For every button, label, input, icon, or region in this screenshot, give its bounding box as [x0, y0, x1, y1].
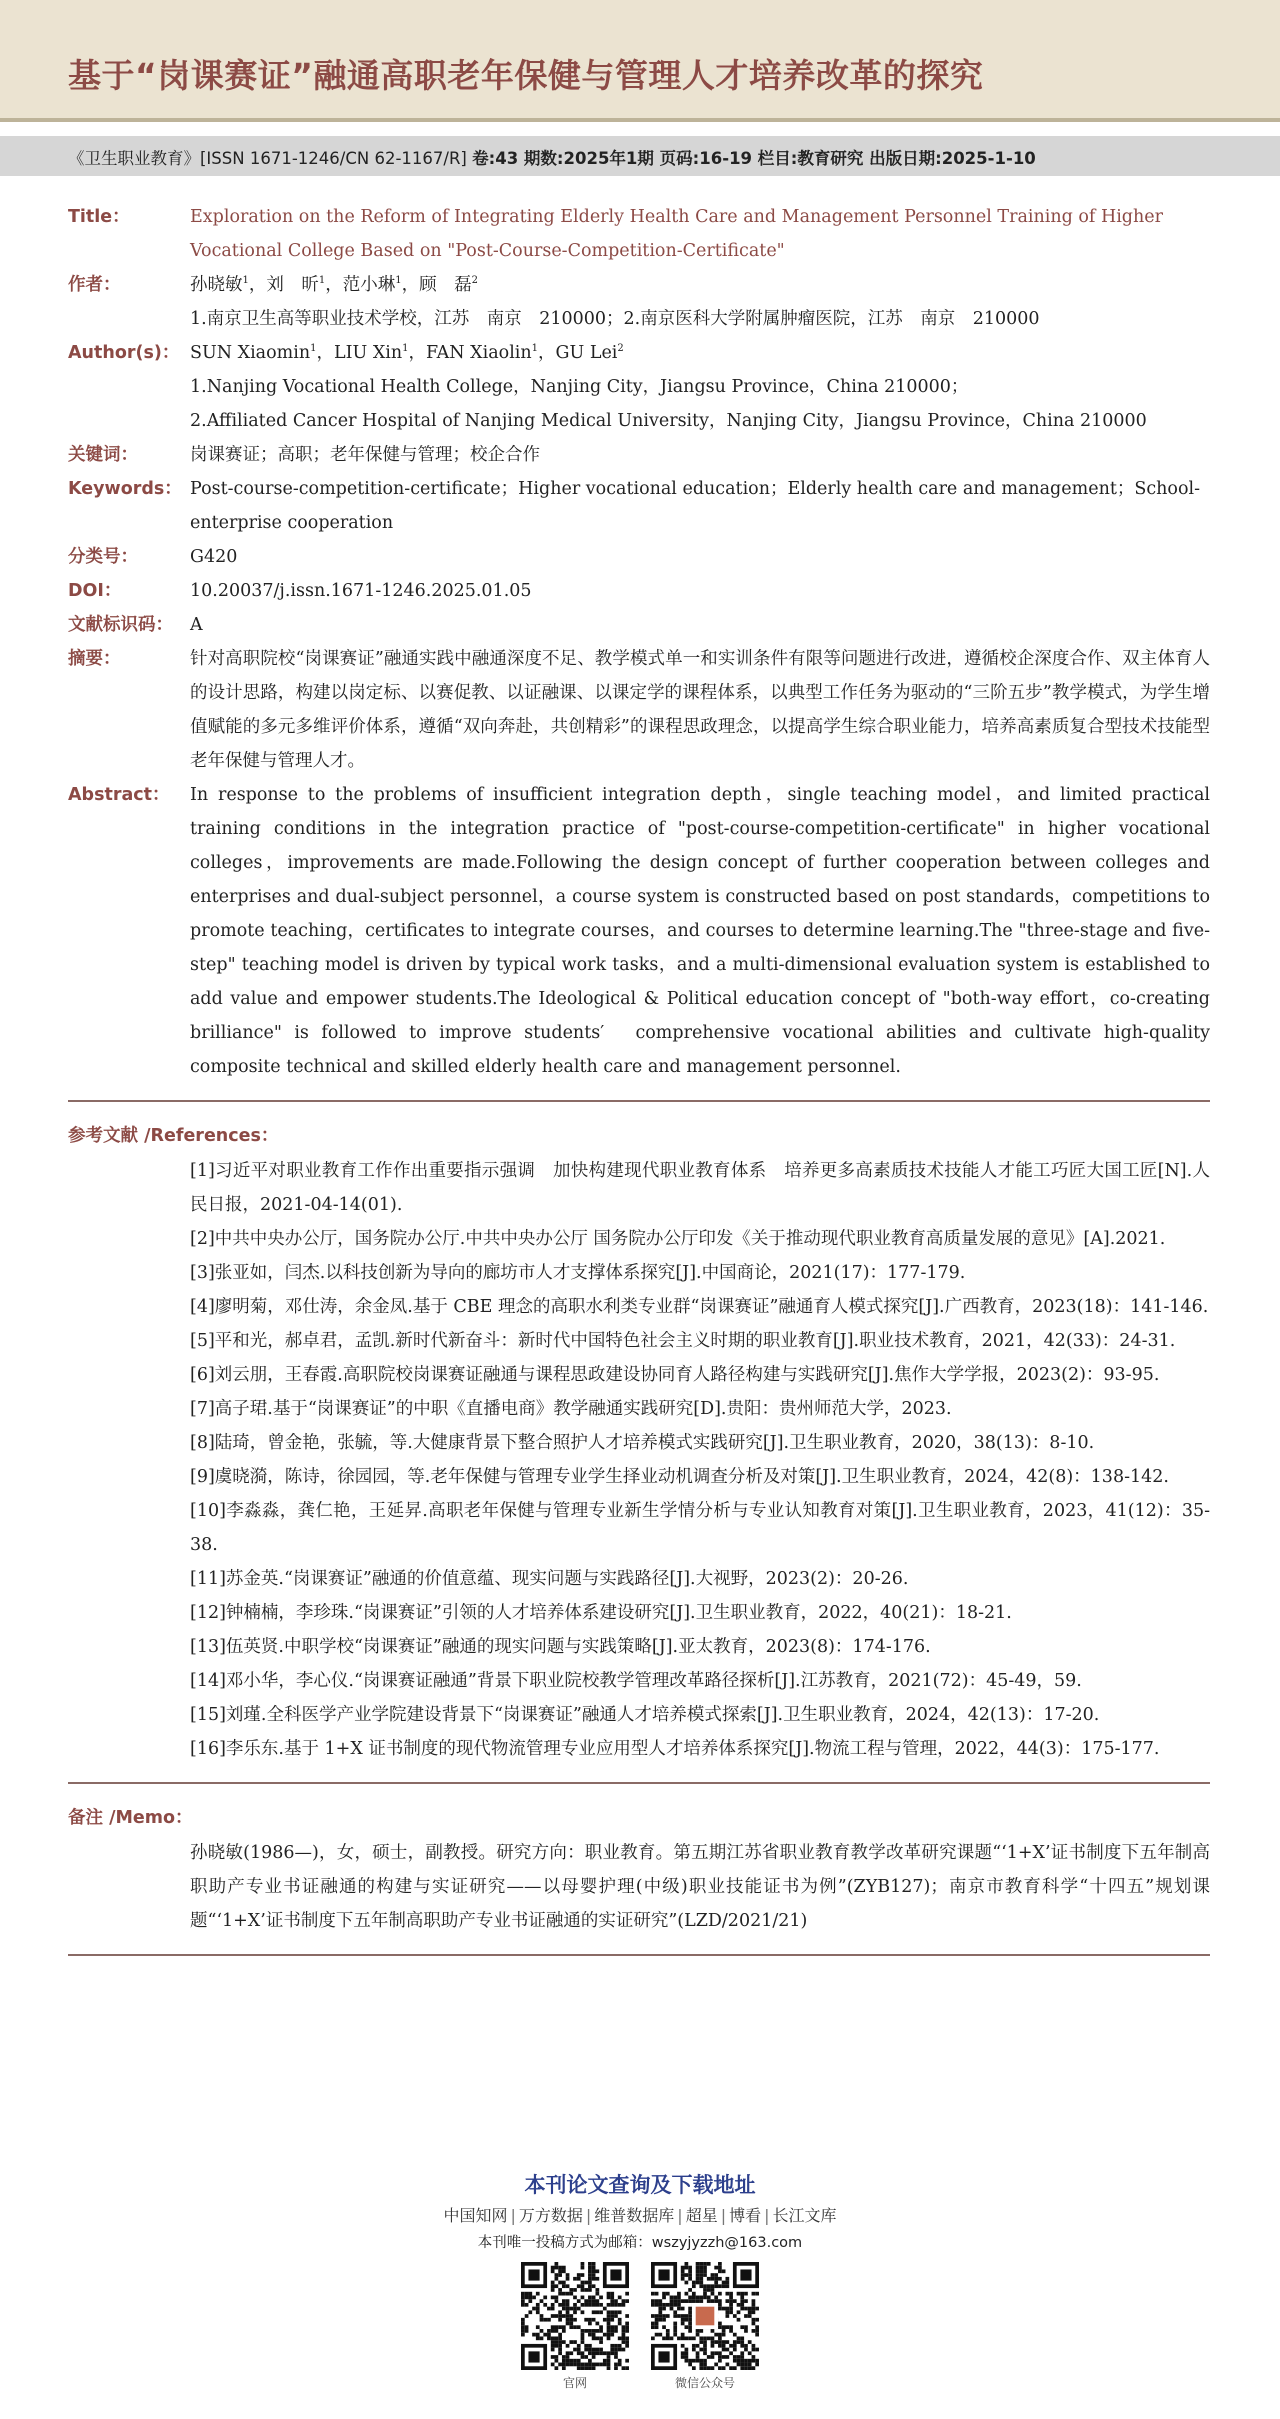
reference-item: [16]李乐东.基于 1+X 证书制度的现代物流管理专业应用型人才培养体系探究[J].物流工程与管理，2022，44(3)：175-177.: [190, 1739, 1160, 1759]
classification-number: G420: [190, 547, 238, 567]
aff-mark: 1: [318, 275, 326, 287]
keywords-en-row: [68, 472, 1210, 540]
abstract-en-row: [68, 778, 1210, 1084]
author-cn: 范小琳: [342, 275, 396, 295]
database-link[interactable]: 万方数据: [518, 2206, 583, 2225]
qr-code-icon: [521, 2262, 629, 2370]
qr-code-icon: [651, 2262, 759, 2370]
qr-codes: [0, 2262, 1280, 2390]
database-link[interactable]: 维普数据库: [594, 2206, 675, 2225]
authors-cn: 孙晓敏$^1$，刘 昕$^1$，范小琳$^1$，顾 磊$^2$: [190, 275, 478, 295]
abstract-cn-row: [68, 642, 1210, 778]
aff-mark: 1: [310, 343, 317, 355]
reference-item: [14]邓小华，李心仪.“岗课赛证融通”背景下职业院校教学管理改革路径探析[J].江苏教育，2021(72)：45-49，59.: [190, 1671, 1082, 1691]
divider: [68, 1782, 1210, 1784]
qr-wechat: [651, 2262, 759, 2390]
doi-label: DOI：: [68, 581, 122, 601]
title-en: Exploration on the Reform of Integrating Elderly Health Care and Management Personnel Training of Higher Vocational College Based on "Post-Course-Competition-Certificate": [190, 207, 1164, 261]
title-en-label: Title：: [68, 207, 130, 227]
author-cn: 孙晓敏: [190, 275, 243, 295]
database-link[interactable]: 超星: [685, 2206, 718, 2225]
reference-item: [12]钟楠楠，李珍珠.“岗课赛证”引领的人才培养体系建设研究[J].卫生职业教育，2022，40(21)：18-21.: [190, 1603, 1012, 1623]
author-en: SUN Xiaomin: [190, 343, 311, 363]
keywords-cn: 岗课赛证；高职；老年保健与管理；校企合作: [190, 445, 540, 465]
reference-item: [7]高子珺.基于“岗课赛证”的中职《直播电商》教学融通实践研究[D].贵阳：贵州师范大学，2023.: [190, 1399, 952, 1419]
classification-label: 分类号：: [68, 547, 138, 567]
article-content: [68, 200, 1210, 1974]
keywords-en-label: Keywords：: [68, 479, 182, 499]
aff-mark: 1: [242, 275, 249, 287]
references-list: [68, 1154, 1210, 1766]
aff-mark: 2: [471, 275, 478, 287]
abstract-cn: 针对高职院校“岗课赛证”融通实践中融通深度不足、教学模式单一和实训条件有限等问题进行改进，遵循校企深度合作、双主体育人的设计思路，构建以岗定标、以赛促教、以证融课、以课定学的课程体系，以典型工作任务为驱动的“三阶五步”教学模式，为学生增值赋能的多元多维评价体系，遵循“双向奔赴，共创精彩”的课程思政理念，以提高学生综合职业能力，培养高素质复合型技术技能型老年保健与管理人才。: [190, 649, 1210, 771]
memo-text: 孙晓敏(1986—)，女，硕士，副教授。研究方向：职业教育。第五期江苏省职业教育教学改革研究课题“‘1+X’证书制度下五年制高职助产专业书证融通的构建与实证研究——以母婴护理(中级)职业技能证书为例”(ZYB127)；南京市教育科学“十四五”规划课题“‘1+X’证书制度下五年制高职助产专业书证融通的实证研究”(LZD/2021/21): [190, 1843, 1210, 1931]
reference-item: [4]廖明菊，邓仕涛，余金凤.基于 CBE 理念的高职水利类专业群“岗课赛证”融通育人模式探究[J].广西教育，2023(18)：141-146.: [190, 1297, 1209, 1317]
aff-mark: 2: [617, 343, 624, 355]
author-en: GU Lei: [555, 343, 618, 363]
authors-en-label: Author(s)：: [68, 343, 180, 363]
classification-row: [68, 540, 1210, 574]
reference-item: [5]平和光，郝卓君，孟凯.新时代新奋斗：新时代中国特色社会主义时期的职业教育[J].职业技术教育，2021，42(33)：24-31.: [190, 1331, 1176, 1351]
submission-email: 本刊唯一投稿方式为邮箱：wszyjyzzh@163.com: [477, 2235, 803, 2251]
aff-mark: 1: [402, 343, 409, 355]
divider: [68, 1100, 1210, 1102]
authors-cn-block: [190, 268, 1210, 336]
database-link[interactable]: 中国知网: [443, 2206, 508, 2225]
database-link[interactable]: 长江文库: [772, 2206, 837, 2225]
reference-item: [3]张亚如，闫杰.以科技创新为导向的廊坊市人才支撑体系探究[J].中国商论，2021(17)：177-179.: [190, 1263, 966, 1283]
reference-item: [9]虞晓漪，陈诗，徐园园，等.老年保健与管理专业学生择业动机调查分析及对策[J].卫生职业教育，2024，42(8)：138-142.: [190, 1467, 1169, 1487]
reference-item: [8]陆琦，曾金艳，张毓，等.大健康背景下整合照护人才培养模式实践研究[J].卫生职业教育，2020，38(13)：8-10.: [190, 1433, 1095, 1453]
affiliation-cn: 1.南京卫生高等职业技术学校，江苏 南京 210000；2.南京医科大学附属肿瘤医院，江苏 南京 210000: [190, 309, 1040, 329]
footer: [0, 2170, 1280, 2390]
reference-item: [15]刘瑾.全科医学产业学院建设背景下“岗课赛证”融通人才培养模式探索[J].卫生职业教育，2024，42(13)：17-20.: [190, 1705, 1100, 1725]
qr-caption: 微信公众号: [674, 2376, 735, 2390]
keywords-en: Post-course-competition-certificate；Higher vocational education；Elderly health care and management；School-enterprise cooperation: [190, 479, 1201, 533]
author-en: LIU Xin: [333, 343, 403, 363]
article-title: 基于“岗课赛证”融通高职老年保健与管理人才培养改革的探究: [68, 56, 984, 95]
doc-code-value: A: [190, 615, 203, 635]
reference-item: [6]刘云朋，王春霞.高职院校岗课赛证融通与课程思政建设协同育人路径构建与实践研究[J].焦作大学学报，2023(2)：93-95.: [190, 1365, 1160, 1385]
doc-code-row: [68, 608, 1210, 642]
database-link[interactable]: 博看: [729, 2206, 762, 2225]
divider: [68, 1954, 1210, 1956]
authors-en: SUN Xiaomin$^1$，LIU Xin$^1$，FAN Xiaolin$^1$，GU Lei$^2$: [190, 343, 624, 363]
affiliation-en-1: 1.Nanjing Vocational Health College，Nanjing City，Jiangsu Province，China 210000；: [190, 377, 969, 397]
reference-item: [11]苏金英.“岗课赛证”融通的价值意蕴、现实问题与实践路径[J].大视野，2023(2)：20-26.: [190, 1569, 909, 1589]
doi-row: [68, 574, 1210, 608]
keywords-cn-label: 关键词：: [68, 445, 138, 465]
aff-mark: 1: [531, 343, 539, 355]
author-cn: 刘 昕: [266, 275, 319, 295]
qr-website: [521, 2262, 629, 2390]
doi-value: 10.20037/j.issn.1671-1246.2025.01.05: [190, 581, 532, 601]
doc-code-label: 文献标识码：: [68, 615, 173, 635]
abstract-cn-label: 摘要：: [68, 649, 121, 669]
authors-en-block: [190, 336, 1210, 438]
title-en-row: [68, 200, 1210, 268]
aff-mark: 1: [395, 275, 402, 287]
memo-label: 备注 /Memo：: [68, 1808, 193, 1828]
abstract-en-label: Abstract：: [68, 785, 170, 805]
author-cn: 顾 磊: [419, 275, 472, 295]
title-banner: [0, 0, 1280, 122]
qr-caption: 官网: [562, 2376, 587, 2390]
issue-details: 卷:43 期数:2025年1期 页码:16-19 栏目:教育研究 出版日期:2025-1-10: [472, 149, 1036, 168]
author-en: FAN Xiaolin: [426, 343, 532, 363]
reference-item: [1]习近平对职业教育工作作出重要指示强调 加快构建现代职业教育体系 培养更多高素质技术技能人才能工巧匠大国工匠[N].人民日报，2021-04-14(01).: [190, 1161, 1210, 1215]
journal-name: 《卫生职业教育》[ISSN 1671-1246/CN 62-1167/R]: [68, 149, 467, 168]
journal-info: [68, 145, 1036, 169]
database-links: 中国知网 | 万方数据 | 维普数据库 | 超星 | 博看 | 长江文库: [443, 2206, 837, 2225]
reference-item: [2]中共中央办公厅，国务院办公厅.中共中央办公厅 国务院办公厅印发《关于推动现代职业教育高质量发展的意见》[A].2021.: [190, 1229, 1166, 1249]
journal-info-bar: [0, 136, 1280, 176]
footer-title: 本刊论文查询及下载地址: [524, 2173, 756, 2197]
keywords-cn-row: [68, 438, 1210, 472]
references-label: 参考文献 /References：: [68, 1126, 279, 1146]
authors-en-row: [68, 336, 1210, 438]
reference-item: [13]伍英贤.中职学校“岗课赛证”融通的现实问题与实践策略[J].亚太教育，2023(8)：174-176.: [190, 1637, 931, 1657]
abstract-en: In response to the problems of insufficient integration depth，single teaching model，and limited practical training conditions in the integration practice of "post-course-competition-certificate" in higher vocational colleges，improvements are made.Following the design concept of further cooperation between colleges and enterprises and dual-subject personnel，a course system is constructed based on post standards，competitions to promote teaching，certificates to integrate courses，and courses to determine learning.The "three-stage and five-step" teaching model is driven by typical work tasks，and a multi-dimensional evaluation system is established to add value and empower students.The Ideological & Political education concept of "both-way effort，co-creating brilliance" is followed to improve students′ comprehensive vocational abilities and cultivate high-quality composite technical and skilled elderly health care and management personnel.: [190, 785, 1210, 1077]
authors-cn-label: 作者：: [68, 275, 121, 295]
affiliation-en-2: 2.Affiliated Cancer Hospital of Nanjing Medical University，Nanjing City，Jiangsu Province，China 210000: [190, 411, 1147, 431]
reference-item: [10]李淼淼，龚仁艳，王延昇.高职老年保健与管理专业新生学情分析与专业认知教育对策[J].卫生职业教育，2023，41(12)：35-38.: [190, 1501, 1210, 1555]
authors-cn-row: [68, 268, 1210, 336]
